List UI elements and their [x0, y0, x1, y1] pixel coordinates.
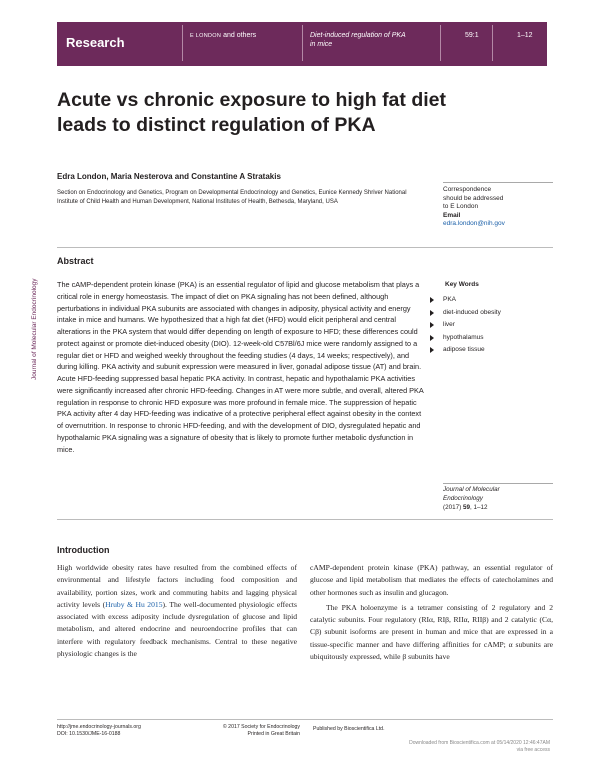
correspondence-line: to E London — [443, 203, 479, 210]
doi: DOI: 10.1530/JME-16-0188 — [57, 730, 121, 737]
arrow-icon — [430, 335, 434, 341]
printed-in: Printed in Great Britain — [247, 730, 300, 737]
keyword-item — [430, 344, 555, 357]
keywords-list — [430, 294, 555, 357]
intro-text: ). The well-documented physiologic effects associated with excess adiposity include dysregulation of glucose and lipid metabolism, and altered endocrine and neuroendocrine profiles that can interfere with regulatory feedback mechanisms. Central to these negative physiologic changes is the — [57, 599, 297, 659]
abstract-heading: Abstract — [57, 256, 94, 266]
keyword-text: adipose tissue — [443, 346, 485, 353]
section-divider — [57, 519, 553, 520]
keywords-heading: Key Words — [445, 281, 479, 288]
journal-citation — [443, 504, 553, 513]
intro-text: High worldwide obesity rates have resulted from the combined effects of environmental and lifestyle factors including food composition and availability, portion sizes, work and commuting habits and lagging physical activity levels ( — [57, 563, 297, 609]
intro-right-column — [310, 562, 553, 663]
intro-left-column — [57, 562, 297, 660]
keyword-text: diet-induced obesity — [443, 308, 501, 316]
keyword-item — [430, 307, 555, 320]
journal-reference — [443, 486, 553, 512]
arrow-icon — [430, 322, 434, 328]
intro-paragraph: cAMP-dependent protein kinase (PKA) pathway, an essential regulator of glucose and lipid metabolism that mediates the effects of catecholamines and other hormones such as insulin and glucagon. — [310, 563, 553, 597]
keyword-item — [430, 294, 555, 307]
journal-pages: , 1–12 — [469, 503, 488, 511]
keyword-text: PKA — [443, 296, 457, 303]
arrow-icon — [430, 297, 434, 303]
email-link[interactable]: edra.london@nih.gov — [443, 220, 505, 227]
running-title — [310, 32, 406, 49]
correspondence-box — [443, 186, 553, 229]
intro-paragraph: The PKA holoenzyme is a tetramer consisting of 2 regulatory and 2 catalytic subunits. Four regulatory (RIα, RIβ, RIIα, RIIβ) and 2 catalytic (Cα, Cβ) subunit isoforms are present in human and mice that are expressed in a tissue-specific manner and have differing affinities for cAMP; α subunits are ubiquitously expressed, while β subunits have — [310, 602, 553, 662]
running-title-line2: in mice — [310, 40, 333, 48]
footer-left — [57, 724, 141, 737]
keyword-item — [430, 332, 555, 345]
citation-link[interactable]: Hruby & Hu 2015 — [105, 599, 163, 609]
download-line: Downloaded from Bioscientifica.com at 05/14/2020 12:46:47AM — [409, 740, 550, 746]
journal-ref-rule — [443, 483, 553, 484]
side-journal-name: Journal of Molecular Endocrinology — [31, 278, 38, 380]
correspondence-rule — [443, 182, 553, 183]
download-info — [400, 740, 550, 753]
journal-volume: 59 — [462, 503, 470, 511]
keyword-text: liver — [443, 321, 455, 328]
header-divider — [492, 25, 493, 61]
article-title: Acute vs chronic exposure to high fat diet leads to distinct regulation of PKA — [57, 89, 446, 136]
section-label: Research — [66, 35, 125, 50]
volume-issue: 59:1 — [465, 32, 479, 39]
journal-url[interactable]: http://jme.endocrinology-journals.org — [57, 724, 141, 730]
email-label: Email — [443, 211, 461, 219]
header-authors-lead: E LONDON — [190, 33, 222, 39]
affiliation: Section on Endocrinology and Genetics, Program on Developmental Endocrinology and Genetics, Eunice Kennedy Shriver National Institute of Child Health and Human Development, National Institutes of Health, Bethesda, Maryland, USA — [57, 190, 407, 205]
running-title-line1: Diet-induced regulation of PKA — [310, 32, 406, 39]
journal-name-line2: Endocrinology — [443, 494, 483, 502]
copyright: © 2017 Society for Endocrinology — [222, 724, 300, 730]
header-divider — [302, 25, 303, 61]
keyword-text: hypothalamus — [443, 333, 484, 341]
correspondence-line: should be addressed — [443, 194, 504, 202]
introduction-heading: Introduction — [57, 545, 110, 555]
header-authors-rest: and others — [221, 32, 257, 39]
author-list: Edra London, Maria Nesterova and Constantine A Stratakis — [57, 172, 281, 181]
download-line: via free access — [516, 746, 550, 753]
abstract-text: The cAMP-dependent protein kinase (PKA) is an essential regulator of lipid and glucose metabolism that plays a critical role in energy homeostasis. The impact of diet on PKA signaling has not been defined, although perturbations in individual PKA subunits are associated with changes in adiposity, physical activity and energy intake in mice and humans. We hypothesized that a high fat diet (HFD) would elicit peripheral and central alterations in the PKA system that would differ depending on length of exposure to HFD; these differences could protect against or promote diet-induced obesity (DIO). 12-week-old C57Bl/6J mice were randomly assigned to a regular diet or HFD and weighed weekly throughout the feeding studies (4 days, 14 weeks; respectively), and during killing. PKA activity and subunit expression were measured in liver, gonadal adipose tissue (AT) and brain. Acute HFD-feeding suppressed basal hepatic PKA activity. In contrast, hepatic and hypothalamic PKA activities were significantly increased after chronic HFD-feeding. Changes in AT were more subtle, and overall, altered PKA regulation in response to chronic HFD exposure was more profound in female mice. The suppression of hepatic PKA activity after 4 day HFD-feeding was indicative of a protective peripheral effect against obesity in the context of overnutrition. In response to chronic HFD-feeding, and with the development of DIO, dysregulated hepatic and hypothalamic PKA signaling was a signature of obesity that is likely to promote further metabolic dysfunction in mice. — [57, 280, 424, 454]
keyword-item — [430, 319, 555, 332]
intro-paragraph — [57, 562, 297, 660]
publisher: Published by Bioscientifica Ltd. — [313, 726, 385, 732]
abstract-rule — [57, 247, 553, 248]
journal-name-line1: Journal of Molecular — [443, 486, 500, 493]
page-range: 1–12 — [517, 32, 533, 39]
correspondence-line: Correspondence — [443, 186, 492, 193]
arrow-icon — [430, 310, 434, 316]
arrow-icon — [430, 347, 434, 353]
footer-middle — [200, 724, 300, 737]
header-divider — [440, 25, 441, 61]
journal-year: (2017) — [443, 503, 463, 511]
footer-rule — [57, 719, 553, 720]
header-authors — [190, 32, 256, 41]
header-divider — [182, 25, 183, 61]
